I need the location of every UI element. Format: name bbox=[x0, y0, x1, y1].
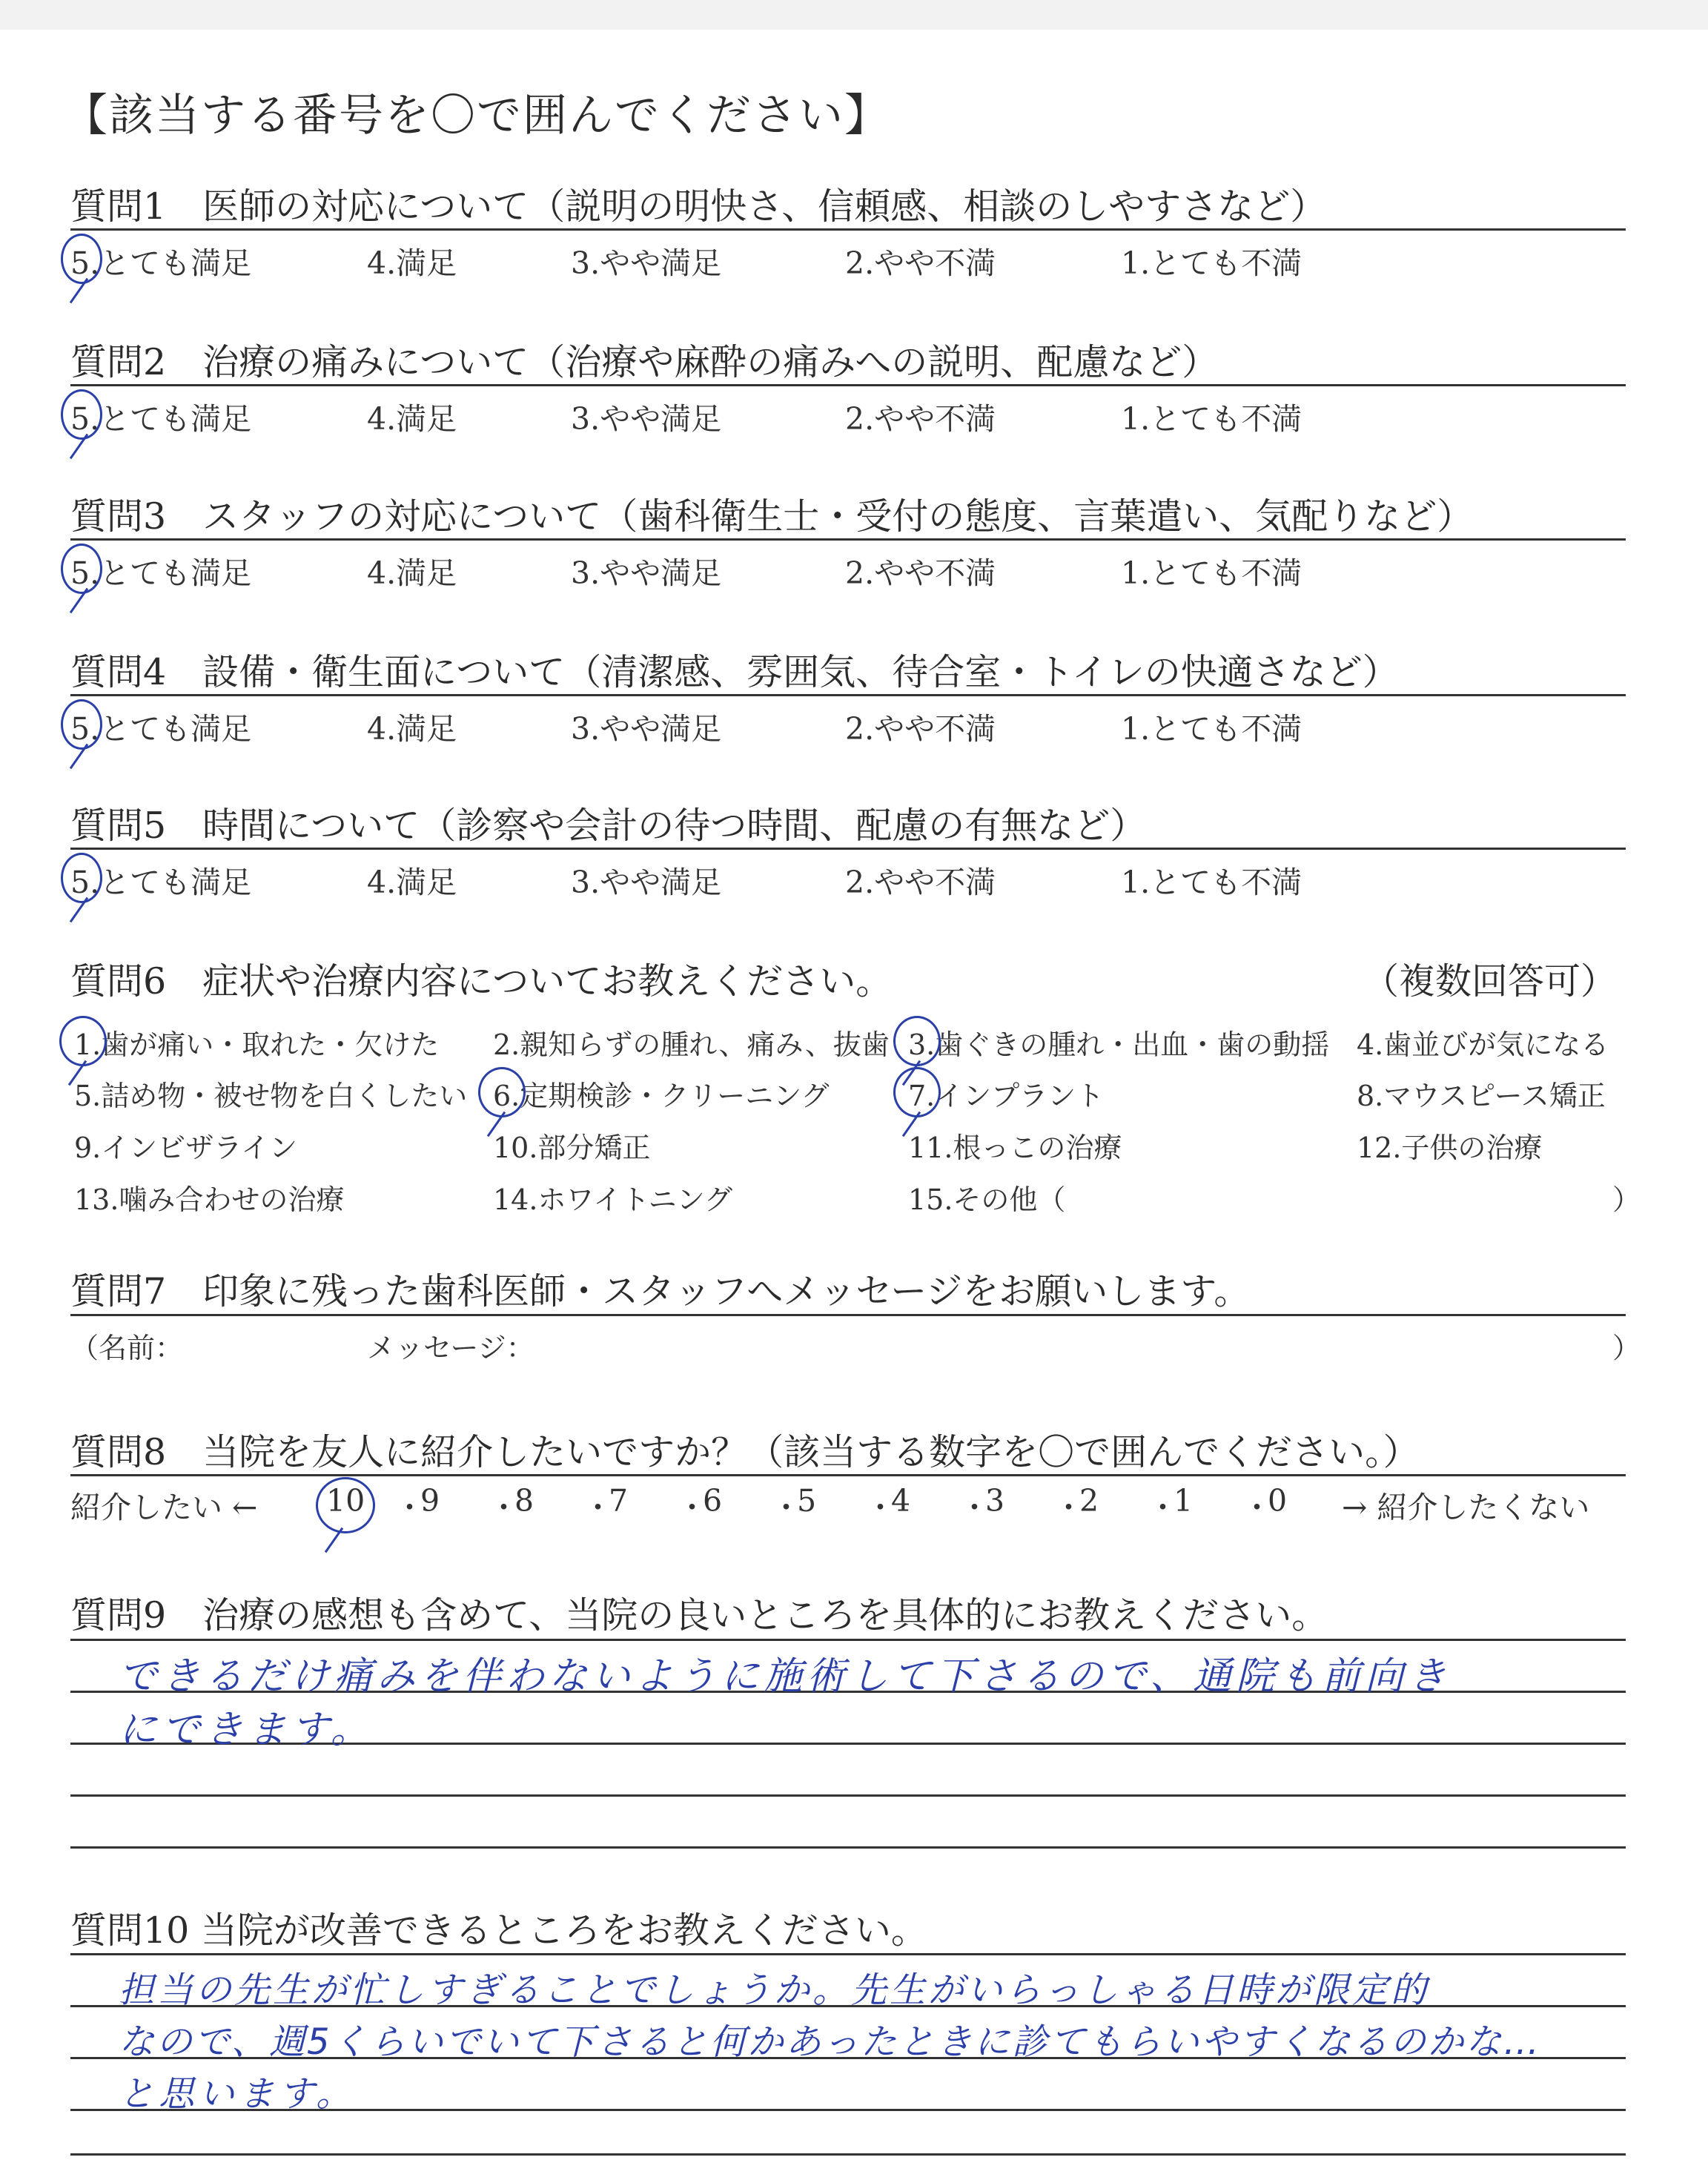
q5-option-1[interactable]: 1.とても不満 bbox=[1121, 865, 1302, 900]
q2-option-4[interactable]: 4.満足 bbox=[367, 401, 457, 437]
q6-option-8[interactable]: 8.マウスピース矯正 bbox=[1357, 1080, 1606, 1112]
q8-scale-separator: ・ bbox=[959, 1490, 990, 1525]
q9-title: 質問9 治療の感想も含めて、当院の良いところを具体的にお教えください。 bbox=[70, 1594, 1328, 1636]
q6-option-6[interactable]: 6.定期検診・クリーニング bbox=[493, 1080, 830, 1112]
q6-option-14[interactable]: 14.ホワイトニング bbox=[493, 1183, 733, 1216]
q4-option-4[interactable]: 4.満足 bbox=[367, 711, 457, 747]
q5-rule bbox=[70, 848, 1626, 850]
q6-option-5[interactable]: 5.詰め物・被せ物を白くしたい bbox=[74, 1080, 468, 1112]
q1-rule bbox=[70, 228, 1626, 231]
q3-title: 質問3 スタッフの対応について（歯科衛生士・受付の態度、言葉遣い、気配りなど） bbox=[70, 495, 1474, 538]
q3-handwritten-circle bbox=[61, 544, 102, 594]
q8-scale-separator: ・ bbox=[1148, 1490, 1178, 1525]
q8-handwritten-circle bbox=[316, 1477, 375, 1533]
q7-name-label: （名前： bbox=[70, 1332, 184, 1364]
q6-option-2[interactable]: 2.親知らずの腫れ、痛み、抜歯 bbox=[493, 1028, 890, 1061]
q8-scale-0[interactable]: 0 bbox=[1268, 1483, 1288, 1519]
q1-option-4[interactable]: 4.満足 bbox=[367, 245, 457, 281]
q7-rule bbox=[70, 1314, 1626, 1316]
q1-option-1[interactable]: 1.とても不満 bbox=[1121, 245, 1302, 281]
q2-option-2[interactable]: 2.やや不満 bbox=[845, 401, 996, 437]
q8-scale-5[interactable]: 5 bbox=[797, 1483, 817, 1519]
q8-scale-separator: ・ bbox=[1242, 1490, 1272, 1525]
q10-answer-line-3: と思います。 bbox=[119, 2073, 357, 2115]
q8-scale-separator: ・ bbox=[1053, 1490, 1084, 1525]
q7-message-label: メッセージ： bbox=[367, 1332, 534, 1364]
q10-answer-line-1: 担当の先生が忙しすぎることでしょうか。先生がいらっしゃる日時が限定的 bbox=[119, 1969, 1430, 2011]
q6-option-11[interactable]: 11.根っこの治療 bbox=[908, 1132, 1122, 1164]
q4-option-5[interactable]: 5.とても満足 bbox=[70, 711, 252, 747]
q8-right-label: → 紹介したくない bbox=[1342, 1490, 1590, 1525]
q6-close-paren: ） bbox=[1612, 1183, 1641, 1216]
q8-scale-9[interactable]: 9 bbox=[420, 1483, 440, 1519]
q1-handwritten-circle bbox=[61, 234, 102, 284]
q10-rule-5 bbox=[70, 2153, 1626, 2156]
q6-option-13[interactable]: 13.噛み合わせの治療 bbox=[74, 1183, 345, 1216]
q3-rule bbox=[70, 538, 1626, 541]
q8-scale-1[interactable]: 1 bbox=[1174, 1483, 1194, 1519]
q5-option-2[interactable]: 2.やや不満 bbox=[845, 865, 996, 900]
q10-title: 質問10 当院が改善できるところをお教えください。 bbox=[70, 1909, 927, 1952]
q6-option-15[interactable]: 15.その他（ bbox=[908, 1183, 1066, 1216]
q5-title: 質問5 時間について（診察や会計の待つ時間、配慮の有無など） bbox=[70, 805, 1147, 847]
q4-option-1[interactable]: 1.とても不満 bbox=[1121, 711, 1302, 747]
q2-handwritten-circle bbox=[61, 389, 102, 440]
q6-option-3[interactable]: 3.歯ぐきの腫れ・出血・歯の動揺 bbox=[908, 1028, 1330, 1061]
q6-handwritten-circle-6 bbox=[478, 1067, 526, 1117]
q8-scale-separator: ・ bbox=[583, 1490, 613, 1525]
q4-rule bbox=[70, 694, 1626, 696]
q3-option-1[interactable]: 1.とても不満 bbox=[1121, 555, 1302, 591]
q3-option-5[interactable]: 5.とても満足 bbox=[70, 555, 252, 591]
q6-option-9[interactable]: 9.インビザライン bbox=[74, 1132, 298, 1164]
q6-option-1[interactable]: 1.歯が痛い・取れた・欠けた bbox=[74, 1028, 440, 1061]
q3-option-2[interactable]: 2.やや不満 bbox=[845, 555, 996, 591]
q4-option-2[interactable]: 2.やや不満 bbox=[845, 711, 996, 747]
q10-rule-1 bbox=[70, 1953, 1626, 1955]
q8-scale-3[interactable]: 3 bbox=[985, 1483, 1005, 1519]
q8-scale-10[interactable]: 10 bbox=[326, 1483, 365, 1519]
q6-title: 質問6 症状や治療内容についてお教えください。 bbox=[70, 960, 893, 1003]
q6-handwritten-circle-1 bbox=[59, 1016, 107, 1066]
q5-option-5[interactable]: 5.とても満足 bbox=[70, 865, 252, 900]
q6-option-7[interactable]: 7.インプラント bbox=[908, 1080, 1105, 1112]
q9-rule-1 bbox=[70, 1639, 1626, 1641]
q5-option-4[interactable]: 4.満足 bbox=[367, 865, 457, 900]
q1-option-3[interactable]: 3.やや満足 bbox=[571, 245, 722, 281]
q8-rule bbox=[70, 1474, 1626, 1476]
q3-option-4[interactable]: 4.満足 bbox=[367, 555, 457, 591]
q6-option-12[interactable]: 12.子供の治療 bbox=[1357, 1132, 1543, 1164]
q4-handwritten-circle bbox=[61, 699, 102, 750]
q6-option-4[interactable]: 4.歯並びが気になる bbox=[1357, 1028, 1609, 1061]
q4-title: 質問4 設備・衛生面について（清潔感、雰囲気、待合室・トイレの快適さなど） bbox=[70, 651, 1399, 693]
q5-option-3[interactable]: 3.やや満足 bbox=[571, 865, 722, 900]
q8-left-label: 紹介したい ← bbox=[70, 1490, 258, 1525]
q8-scale-2[interactable]: 2 bbox=[1079, 1483, 1099, 1519]
q1-title: 質問1 医師の対応について（説明の明快さ、信頼感、相談のしやすさなど） bbox=[70, 185, 1327, 228]
scan-top-band bbox=[0, 0, 1708, 30]
q8-scale-6[interactable]: 6 bbox=[703, 1483, 723, 1519]
q3-option-3[interactable]: 3.やや満足 bbox=[571, 555, 722, 591]
q2-option-3[interactable]: 3.やや満足 bbox=[571, 401, 722, 437]
q8-scale-4[interactable]: 4 bbox=[891, 1483, 911, 1519]
q2-option-5[interactable]: 5.とても満足 bbox=[70, 401, 252, 437]
q6-option-10[interactable]: 10.部分矯正 bbox=[493, 1132, 651, 1164]
q10-answer-line-2: なので、週5くらいでいて下さると何かあったときに診てもらいやすくなるのかな… bbox=[119, 2021, 1542, 2063]
q2-option-1[interactable]: 1.とても不満 bbox=[1121, 401, 1302, 437]
q6-note: （複数回答可） bbox=[1363, 960, 1618, 1003]
q5-handwritten-circle bbox=[61, 853, 102, 903]
q4-option-3[interactable]: 3.やや満足 bbox=[571, 711, 722, 747]
q8-title: 質問8 当院を友人に紹介したいですか？（該当する数字を〇で囲んでください。） bbox=[70, 1431, 1420, 1473]
q1-option-5[interactable]: 5.とても満足 bbox=[70, 245, 252, 281]
q2-title: 質問2 治療の痛みについて（治療や麻酔の痛みへの説明、配慮など） bbox=[70, 341, 1219, 383]
q1-option-2[interactable]: 2.やや不満 bbox=[845, 245, 996, 281]
q7-close-paren: ） bbox=[1612, 1332, 1641, 1364]
q9-answer-line-2: にできます。 bbox=[119, 1708, 374, 1752]
q8-scale-separator: ・ bbox=[489, 1490, 519, 1525]
q6-handwritten-circle-3 bbox=[893, 1016, 941, 1066]
q8-scale-separator: ・ bbox=[865, 1490, 896, 1525]
q9-rule-4 bbox=[70, 1794, 1626, 1797]
q9-rule-5 bbox=[70, 1846, 1626, 1849]
q6-handwritten-circle-7 bbox=[893, 1067, 941, 1117]
q8-scale-8[interactable]: 8 bbox=[514, 1483, 534, 1519]
q7-title: 質問7 印象に残った歯科医師・スタッフへメッセージをお願いします。 bbox=[70, 1270, 1251, 1312]
q8-scale-separator: ・ bbox=[394, 1490, 425, 1525]
q8-scale-separator: ・ bbox=[677, 1490, 707, 1525]
q9-answer-line-1: できるだけ痛みを伴わないように施術して下さるので、通院も前向き bbox=[119, 1654, 1451, 1699]
q8-scale-7[interactable]: 7 bbox=[609, 1483, 629, 1519]
q8-scale-separator: ・ bbox=[771, 1490, 801, 1525]
form-header: 【該当する番号を〇で囲んでください】 bbox=[63, 90, 890, 142]
q2-rule bbox=[70, 384, 1626, 386]
